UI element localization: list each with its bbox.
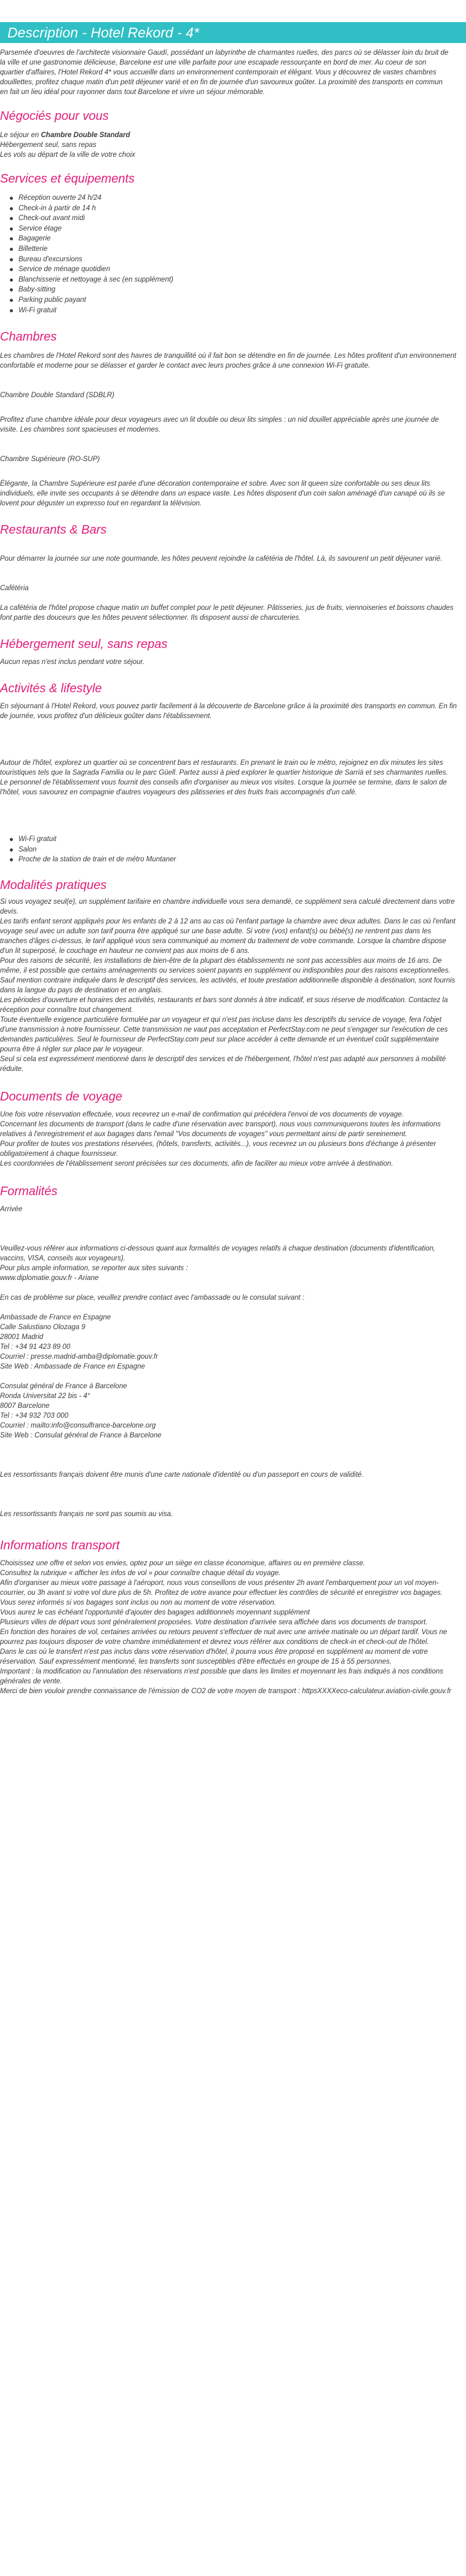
modalites-heading: Modalités pratiques [0, 878, 107, 892]
consulat-website-link[interactable]: Site Web : Consulat général de France à Barcelone [0, 1431, 162, 1439]
consulat-line: Consulat général de France à Barcelone [0, 1382, 127, 1390]
list-item: Service de ménage quotidien [18, 264, 457, 275]
formalites-text-4: Les ressortissants français doivent être munis d'une carte nationale d'identité ou d'un passeport en cours de validité. [0, 1471, 364, 1479]
informations-line: Choisissez une offre et selon vos envies, optez pour un siège en classe économique, affaires ou en première classe. [0, 1559, 365, 1567]
negocies-line-1-prefix: Le séjour en [0, 132, 41, 139]
informations-line: Vous serez informés si vos bagages sont inclus ou non au moment de votre réservation. [0, 1598, 276, 1606]
consulat-line: Tel : +34 932 703 000 [0, 1412, 69, 1420]
content [0, 48, 466, 1696]
documents-section [0, 1089, 457, 1169]
consulat-email-link[interactable]: Courriel : mailto:info@consulfrance-barcelone.org [0, 1421, 156, 1429]
documents-line: Pour profiter de toutes vos prestations réservées, (hôtels, transferts, activités...), vous recevrez un ou plusieurs bons d'échange à présenter obligatoirement à chaque fournisseur. [0, 1140, 436, 1158]
list-item: Bureau d'excursions [18, 255, 457, 265]
documents-line: Les coordonnées de l'établissement seront précisées sur ces documents, afin de faciliter au mieux votre arrivée à destination. [0, 1160, 393, 1167]
cafeteria-title: Cafétéria [0, 585, 29, 593]
modalites-section [0, 877, 457, 1074]
room-text-sdblr: Profitez d'une chambre idéale pour deux voyageurs avec un lit double ou deux lits simples : un nid douillet appréciable après une journée de visite. Les chambres sont spacieuses et modernes. [0, 416, 439, 434]
list-item: Billetterie [18, 244, 457, 255]
list-item: Wi-Fi gratuit [18, 834, 457, 845]
informations-line: En fonction des horaires de vol, certaines arrivées ou retours peuvent s'effectuer de nuit avec une arrivée matinale ou un départ tardif. Vous ne pourrez pas toujours disposer de votre chambre immédiatement et devrez vous référer aux conditions de check-in et check-out de l'hôtel. [0, 1628, 448, 1646]
activites-list [18, 834, 457, 865]
modalites-line: Sauf mention contraire indiquée dans le descriptif des services, les activités, et toute prestation additionnelle disponible à destination, sont fournis dans la langue du pays de destination et en anglais. [0, 976, 456, 994]
list-item: Blanchisserie et nettoyage à sec (en supplément) [18, 275, 457, 285]
informations-line: Consultez la rubrique « afficher les infos de vol » pour connaître chaque détail du voyage. [0, 1569, 281, 1577]
services-list [18, 193, 457, 315]
formalites-country: Arrivée [0, 1205, 23, 1213]
documents-line: Une fois votre réservation effectuée, vous recevrez un e-mail de confirmation qui précédera l'envoi de vos documents de voyage. [0, 1110, 404, 1118]
ambassade-block [0, 1313, 457, 1372]
documents-heading: Documents de voyage [0, 1089, 123, 1104]
formalites-heading: Formalités [0, 1184, 58, 1198]
documents-text [0, 1110, 457, 1169]
chambres-section [0, 329, 457, 508]
services-heading: Services et équipements [0, 172, 135, 186]
intro-text: Parsemée d'oeuvres de l'architecte visionnaire Gaudí, possédant un labyrinthe de charmantes ruelles, des parcs où se délasser loin du bruit de la ville et une gastronomie délicieuse, Barcelone est une ville parfaite pour une escapade ressourçante en bord de mer. Au coeur de son quartier d'affaires, l'Hotel Rekord 4* vous accueille dans un environnement contemporain et élégant. Vous y découvrez de vastes chambres douillettes, profitez chaque matin d'un petit déjeuner varié et en fin de journée d'un savoureux goûter. La proximité des transports en commun en fait un lieu idéal pour rayonner dans tout Barcelone et vivre un séjour mémorable. [0, 49, 449, 96]
chambres-intro: Les chambres de l'Hotel Rekord sont des havres de tranquillité où il fait bon se détendre en fin de journée. Les hôtes profitent d'un environnement confortable et moderne pour se délasser et garder le contact avec leurs proches grâce à une connexion Wi-Fi gratuite. [0, 352, 457, 370]
ambassade-email-link[interactable]: Courriel : presse.madrid-amba@diplomatie.gouv.fr [0, 1353, 158, 1361]
room-title-rosup: Chambre Supérieure (RO-SUP) [0, 456, 100, 464]
informations-line: Merci de bien vouloir prendre connaissance de l'émission de CO2 de votre moyen de transport : httpsXXXXeco-calculateur.aviation-civile.gouv.fr [0, 1687, 452, 1695]
list-item: Parking public payant [18, 295, 457, 306]
hebergement-text: Aucun repas n'est inclus pendant votre séjour. [0, 658, 145, 666]
negocies-section [0, 108, 457, 160]
ambassade-website-link[interactable]: Site Web : Ambassade de France en Espagne [0, 1362, 145, 1370]
activites-section [0, 681, 457, 865]
list-item: Baby-sitting [18, 285, 457, 295]
ambassade-line: Ambassade de France en Espagne [0, 1313, 111, 1321]
list-item: Wi-Fi gratuit [18, 306, 457, 316]
formalites-link-diplomatie[interactable]: www.diplomatie.gouv.fr - Ariane [0, 1274, 99, 1282]
activites-text-2: Autour de l'hôtel, explorez un quartier où se concentrent bars et restaurants. En prenant le train ou le métro, rejoignez en dix minutes les sites touristiques tels que la Sagrada Familia ou le parc Güell. Partez aussi à pied explorer le quartier historique de Sarrià et ses charmantes ruelles. Le personnel de l'établissement vous fournit des conseils afin d'organiser au mieux vos visites. Lorsque la journée se termine, dans le salon de l'hôtel, vous savourez en compagnie d'autres voyageurs des pâtisseries et des fruits frais accompagnés d'un café. [0, 759, 448, 797]
activites-heading: Activités & lifestyle [0, 682, 102, 696]
list-item: Réception ouverte 24 h/24 [18, 193, 457, 203]
restaurants-section [0, 522, 457, 623]
informations-heading: Informations transport [0, 1538, 120, 1552]
formalites-text-5: Les ressortissants français ne sont pas soumis au visa. [0, 1510, 173, 1518]
restaurants-intro: Pour démarrer la journée sur une note gourmande, les hôtes peuvent rejoindre la cafétéria de l'hôtel. Là, ils savourent un petit déjeuner varié. [0, 555, 443, 563]
room-title-sdblr: Chambre Double Standard (SDBLR) [0, 392, 115, 400]
cafeteria-text: La cafétéria de l'hôtel propose chaque matin un buffet complet pour le petit déjeuner. Pâtisseries, jus de fruits, viennoiseries et boissons chaudes font partie des douceurs que les hôtes peuvent sélectionner. Ils disposent aussi de charcuteries. [0, 604, 454, 622]
formalites-section [0, 1183, 457, 1519]
negocies-heading: Négociés pour vous [0, 109, 109, 123]
consulat-block [0, 1381, 457, 1440]
consulat-line: 8007 Barcelone [0, 1402, 50, 1410]
modalites-line: Si vous voyagez seul(e), un supplément tarifaire en chambre individuelle vous sera demandé, ce supplément sera calculé directement dans votre devis. [0, 898, 455, 915]
chambres-heading: Chambres [0, 330, 57, 344]
ambassade-line: Calle Salustiano Olozaga 9 [0, 1323, 85, 1331]
hebergement-heading: Hébergement seul, sans repas [0, 638, 168, 652]
modalites-text [0, 897, 457, 1074]
restaurants-heading: Restaurants & Bars [0, 523, 107, 537]
modalites-line: Les tarifs enfant seront appliqués pour les enfants de 2 à 12 ans au cas où l'enfant partage la chambre avec deux adultes. Dans le cas où l'enfant voyage seul avec un adulte son tarif pourra être appliqué sur une base adulte. Si votre (vos) enfant(s) ou bébé(s) ne rentrent pas dans les tranches d'âges ci-dessus, le tarif appliqué vous sera communiqué au moment du traitement de votre commande. Lorsque la chambre dispose d'un lit superposé, le couchage en hauteur ne convient pas aux moins de 6 ans. [0, 917, 456, 955]
negocies-line-1 [0, 130, 457, 140]
informations-line: Plusieurs villes de départ vous sont généralement proposées. Votre destination d'arrivée sera affichée dans vos documents de transport. [0, 1618, 428, 1626]
negocies-room-name: Chambre Double Standard [41, 132, 130, 139]
modalites-line: Pour des raisons de sécurité, les installations de bien-être de la plupart des établissements ne sont pas accessibles aux moins de 16 ans. De même, il est possible que certains aménagements ou services soient payants en supplément ou indisponibles pour des raisons exceptionnelles. [0, 957, 451, 974]
modalites-line: Toute éventuelle exigence particulière formulée par un voyageur et qui n'est pas incluse dans les descriptifs du service de voyage, fera l'objet d'une transmission à notre fournisseur. Cette transmission ne vaut pas acceptation et PerfectStay.com ne peut s'engager sur l'exécution de ces demandes particulières. Seul le fournisseur de PerfectStay.com peut sur place accéder à cette demande et un éventuel coût supplémentaire pourra être à régler sur place par le voyageur. [0, 1016, 448, 1053]
negocies-line-3: Les vols au départ de la ville de votre choix [0, 151, 135, 159]
informations-line: Vous aurez le cas échéant l'opportunité d'ajouter des bagages additionnels moyennant supplément [0, 1608, 310, 1616]
informations-section [0, 1538, 457, 1696]
consulat-line: Ronda Universitat 22 bis - 4° [0, 1392, 90, 1400]
informations-line: Dans le cas où le transfert n'est pas inclus dans votre réservation d'hôtel, il pourra vous être proposé en supplément au moment de votre réservation. Sauf expressément mentionné, les transferts sont susceptibles d'être effectués en groupe de 15 à 55 personnes. [0, 1648, 428, 1665]
services-section [0, 171, 457, 315]
list-item: Bagagerie [18, 234, 457, 244]
list-item: Check-out avant midi [18, 213, 457, 224]
list-item: Salon [18, 845, 457, 855]
modalites-line: Seul si cela est expressément mentionné dans le descriptif des services et de l'hébergement, l'hôtel n'est pas adapté aux personnes à mobilité réduite. [0, 1055, 446, 1073]
ambassade-line: Tel : +34 91 423 89 00 [0, 1343, 71, 1351]
ambassade-line: 28001 Madrid [0, 1333, 44, 1341]
page-title: Description - Hotel Rekord - 4* [0, 22, 466, 43]
modalites-line: Les périodes d'ouverture et horaires des activités, restaurants et bars sont donnés à titre indicatif, et sous réserve de modification. Contactez la réception pour connaître tout changement. [0, 996, 448, 1014]
list-item: Proche de la station de train et de métro Muntaner [18, 855, 457, 865]
formalites-text-3: En cas de problème sur place, veuillez prendre contact avec l'ambassade ou le consulat suivant : [0, 1294, 305, 1302]
list-item: Service étage [18, 224, 457, 234]
activites-text-1: En séjournant à l'Hotel Rekord, vous pouvez partir facilement à la découverte de Barcelone grâce à la proximité des transports en commun. En fin de journée, vous profitez d'un délicieux goûter dans l'établissement. [0, 703, 457, 721]
hebergement-section [0, 636, 457, 667]
formalites-text-1: Veuillez-vous référer aux informations ci-dessous quant aux formalités de voyages relatifs à chaque destination (documents d'identification, vaccins, VISA, conseils aux voyageurs). [0, 1244, 436, 1262]
informations-line: Afin d'organiser au mieux votre passage à l'aéroport, nous vous conseillons de vous présenter 2h avant l'embarquement pour un vol moyen-courrier, ou 3h avant si votre vol dure plus de 5h. Profitez de votre avance pour effectuer les contrôles de sécurité et enregistrer vos bagages. [0, 1579, 443, 1597]
list-item: Check-in à partir de 14 h [18, 203, 457, 214]
informations-text [0, 1559, 457, 1696]
formalites-text-2a: Pour plus ample information, se reporter aux sites suivants : [0, 1264, 188, 1272]
informations-line: Important : la modification ou l'annulation des réservations n'est possible que dans les limites et moyennant les frais indiqués à nos conditions générales de vente. [0, 1667, 443, 1685]
documents-line: Concernant les documents de transport (dans le cadre d'une réservation avec transport), nous vous communiquerons toutes les informations relatives à l'enregistrement et aux bagages dans l'email "Vos documents de voyages" vous permettant ainsi de partir sereinement. [0, 1120, 441, 1138]
negocies-line-2: Hébergement seul, sans repas [0, 141, 97, 149]
room-text-rosup: Élégante, la Chambre Supérieure est parée d'une décoration contemporaine et sobre. Avec son lit queen size confortable ou ses deux lits individuels, elle invite ses occupants à se détendre dans un espace vaste. Les hôtes disposent d'un coin salon aménagé d'un canapé où ils se lovent pour déguster un expresso tout en regardant la télévision. [0, 480, 445, 508]
